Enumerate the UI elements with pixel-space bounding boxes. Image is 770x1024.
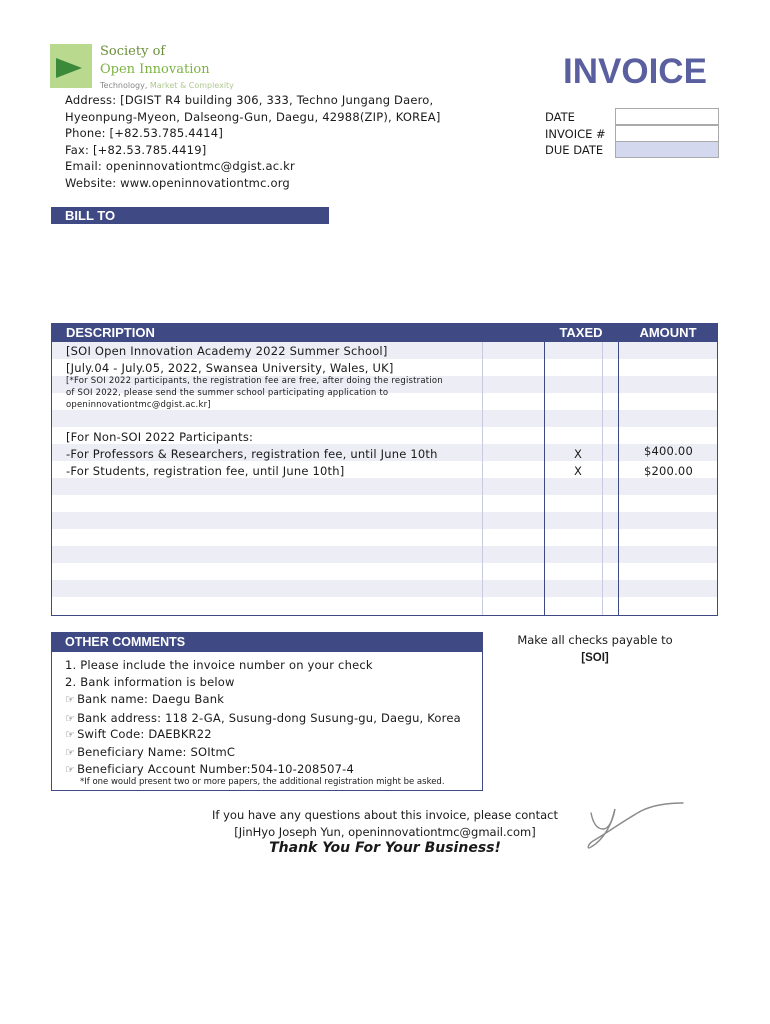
- beneficiary-name: Beneficiary Name: SOItmC: [77, 745, 236, 759]
- description-line: [For Non-SOI 2022 Participants:: [66, 430, 254, 444]
- invoice-title: INVOICE: [563, 52, 707, 91]
- description-line: -For Students, registration fee, until June 10th]: [66, 464, 345, 478]
- comment-line: 2. Bank information is below: [65, 675, 235, 689]
- logo-text-line1: Society of: [100, 44, 166, 59]
- logo-tagline-b: Market & Complexity: [147, 81, 234, 90]
- description-note: openinnovationtmc@dgist.ac.kr]: [66, 400, 211, 410]
- address-line-2: Hyeonpung-Myeon, Dalseong-Gun, Daegu, 42988(ZIP), KOREA]: [65, 109, 441, 124]
- description-header: DESCRIPTION: [66, 325, 155, 340]
- comment-line: [65, 692, 224, 706]
- footer-line-2: [JinHyo Joseph Yun, openinnovationtmc@gmail.com]: [234, 825, 536, 839]
- signature-icon: [583, 795, 688, 855]
- footer-contact: [150, 807, 620, 841]
- thank-you-message: Thank You For Your Business!: [269, 840, 501, 856]
- logo-arrow-icon: [56, 58, 82, 78]
- other-comments-header: [52, 633, 482, 652]
- bank-address: Bank address: 118 2-GA, Susung-dong Susung-gu, Daegu, Korea: [77, 711, 461, 725]
- comment-line: [65, 711, 461, 725]
- column-divider: [482, 342, 483, 615]
- other-comments-title: OTHER COMMENTS: [65, 635, 186, 649]
- pointing-hand-icon: ☞: [65, 693, 76, 706]
- comment-line: [65, 745, 235, 759]
- description-line: -For Professors & Researchers, registration fee, until June 10th: [66, 447, 438, 461]
- amount-header: AMOUNT: [639, 325, 697, 340]
- logo-text-line3: [100, 81, 234, 90]
- column-divider: [602, 342, 603, 615]
- description-line: [July.04 - July.05, 2022, Swansea University, Wales, UK]: [66, 361, 394, 375]
- taxed-mark: X: [574, 447, 583, 461]
- invoice-meta-labels: [545, 109, 606, 159]
- website-line: Website: www.openinnovationtmc.org: [65, 175, 290, 190]
- taxed-header: TAXED: [559, 325, 603, 340]
- due-date-field[interactable]: [615, 141, 719, 158]
- logo-text-line2: Open Innovation: [100, 62, 210, 77]
- comment-line: 1. Please include the invoice number on your check: [65, 658, 373, 672]
- account-number: Beneficiary Account Number:504-10-208507-4: [77, 762, 354, 776]
- fax-line: Fax: [+82.53.785.4419]: [65, 142, 207, 157]
- amount-value: $200.00: [644, 464, 693, 478]
- company-address-block: [65, 92, 441, 191]
- description-line: [SOI Open Innovation Academy 2022 Summer School]: [66, 344, 388, 358]
- invoice-number-field[interactable]: [615, 125, 719, 142]
- checks-payable-block: [490, 632, 700, 667]
- address-line-1: Address: [DGIST R4 building 306, 333, Techno Jungang Daero,: [65, 93, 434, 107]
- date-field[interactable]: [615, 108, 719, 125]
- date-label: DATE: [545, 110, 575, 124]
- payable-text: Make all checks payable to: [517, 633, 673, 647]
- comment-line: [65, 727, 212, 741]
- pointing-hand-icon: ☞: [65, 712, 76, 725]
- column-divider: [618, 342, 619, 615]
- payable-name: [490, 649, 700, 667]
- company-logo: [50, 44, 250, 94]
- amount-value: $400.00: [644, 444, 693, 458]
- pointing-hand-icon: ☞: [65, 746, 76, 759]
- bill-to-header: BILL TO: [51, 207, 329, 224]
- comment-line: [65, 762, 354, 776]
- items-table: [51, 323, 718, 616]
- items-table-header: [52, 324, 717, 342]
- due-date-label: DUE DATE: [545, 143, 604, 157]
- bank-name: Bank name: Daegu Bank: [77, 692, 225, 706]
- email-line: Email: openinnovationtmc@dgist.ac.kr: [65, 159, 295, 173]
- comment-note: *If one would present two or more papers, the additional registration might be asked.: [80, 777, 445, 787]
- swift-code: Swift Code: DAEBKR22: [77, 727, 212, 741]
- taxed-mark: X: [574, 464, 583, 478]
- other-comments-box: [51, 632, 483, 791]
- pointing-hand-icon: ☞: [65, 728, 76, 741]
- column-divider: [544, 342, 545, 615]
- pointing-hand-icon: ☞: [65, 763, 76, 776]
- logo-tagline-a: Technology,: [100, 81, 148, 90]
- invoice-number-label: INVOICE #: [545, 126, 606, 141]
- footer-line-1: If you have any questions about this invoice, please contact: [212, 808, 558, 822]
- payable-name-value: [SOI]: [581, 652, 609, 664]
- description-note: [*For SOI 2022 participants, the registration fee are free, after doing the registration: [66, 376, 443, 386]
- phone-line: Phone: [+82.53.785.4414]: [65, 126, 224, 140]
- description-note: of SOI 2022, please send the summer school participating application to: [66, 388, 389, 398]
